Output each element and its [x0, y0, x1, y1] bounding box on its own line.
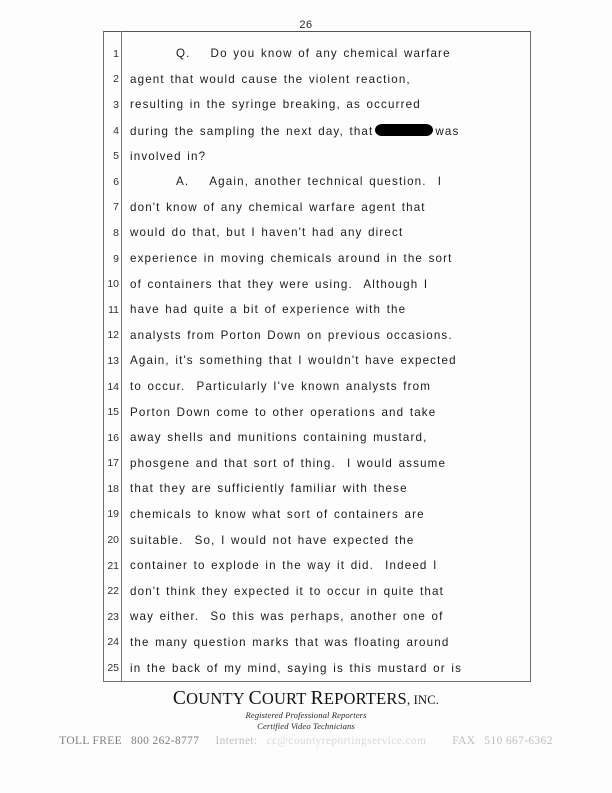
line-number: 7 [113, 201, 119, 214]
transcript-line [103, 553, 531, 579]
transcript-line-text [130, 252, 529, 265]
fax-number: 510 667-6362 [484, 735, 553, 747]
transcript-line-text [130, 508, 529, 521]
transcript-line-text [130, 201, 529, 214]
line-number: 9 [113, 252, 119, 265]
transcript-line-text [130, 226, 529, 239]
line-number: 18 [107, 482, 119, 495]
transcript-line-text [130, 636, 529, 649]
transcript-line [103, 246, 531, 272]
line-content-after-redaction: was [435, 124, 460, 138]
line-content: during the sampling the next day, that [130, 124, 374, 138]
transcript-line [103, 41, 531, 67]
line-content: resulting in the syringe breaking, as occurred [130, 98, 421, 112]
transcript-line [103, 527, 531, 553]
company-suffix-inc: , INC. [406, 693, 440, 707]
transcript-line [103, 271, 531, 297]
line-number: 20 [107, 534, 119, 547]
transcript-line [103, 425, 531, 451]
transcript-line [103, 297, 531, 323]
line-number: 17 [107, 457, 119, 470]
line-content: that they are sufficiently familiar with these [130, 482, 408, 496]
transcript-line [103, 451, 531, 477]
company-initial-c2: C [248, 688, 262, 709]
line-content: would do that, but I haven't had any direct [130, 226, 404, 240]
line-number: 21 [107, 559, 119, 572]
transcript-line [103, 578, 531, 604]
transcript-line-text [130, 406, 529, 419]
footer-contact-line [0, 735, 612, 747]
transcript-line [103, 604, 531, 630]
transcript-line-text [130, 585, 529, 598]
footer [0, 688, 612, 747]
line-number: 2 [113, 73, 119, 86]
transcript-line-text [130, 457, 529, 470]
line-content: involved in? [130, 149, 207, 163]
line-content: experience in moving chemicals around in the sort [130, 252, 453, 266]
footer-subtitle-registered: Registered Professional Reporters [245, 710, 367, 720]
transcript-line [103, 399, 531, 425]
fax-label: FAX [452, 735, 476, 747]
company-initial-c1: C [172, 688, 187, 709]
footer-subtitle-certified: Certified Video Technicians [257, 721, 355, 731]
transcript-line [103, 655, 531, 681]
line-number: 8 [113, 226, 119, 239]
line-number: 4 [113, 124, 119, 137]
transcript-line-text [130, 431, 529, 444]
line-number: 1 [113, 47, 119, 60]
company-word-court: OURT [261, 689, 307, 708]
page-number: 26 [299, 19, 313, 31]
company-initial-r: R [310, 688, 324, 709]
company-word-reporters: EPORTERS [323, 689, 407, 708]
transcript-line-text [130, 278, 529, 291]
redaction-bar [375, 124, 433, 136]
line-number: 11 [108, 303, 119, 316]
line-content: Again, another technical question. I [209, 175, 443, 189]
transcript-line-text [130, 559, 529, 572]
line-number: 12 [107, 329, 119, 342]
transcript-line-text [130, 329, 529, 342]
line-content: Do you know of any chemical warfare [210, 47, 451, 61]
line-content: Porton Down come to other operations and take [130, 405, 437, 419]
transcript-line-text [130, 662, 529, 675]
line-number: 25 [107, 662, 119, 675]
line-number: 15 [107, 406, 119, 419]
transcript-line [103, 476, 531, 502]
transcript-line-text [130, 303, 529, 316]
line-number: 14 [107, 380, 119, 393]
line-content: Again, it's something that I wouldn't have expected [130, 354, 457, 368]
line-content: away shells and munitions containing mustard, [130, 431, 428, 445]
transcript-line-text [130, 380, 529, 393]
transcript-line [103, 630, 531, 656]
transcript-line [103, 67, 531, 93]
line-content: don't think they expected it to occur in quite that [130, 584, 444, 598]
line-content: phosgene and that sort of thing. I would assume [130, 456, 447, 470]
transcript-line [103, 195, 531, 221]
line-content: in the back of my mind, saying is this mustard or is [130, 661, 463, 675]
transcript-line-text [130, 534, 529, 547]
line-content: agent that would cause the violent reaction, [130, 72, 411, 86]
line-content: of containers that they were using. Although I [130, 277, 429, 291]
line-number: 10 [107, 278, 119, 291]
transcript-line [103, 348, 531, 374]
transcript-line-text [130, 610, 529, 623]
transcript-line [103, 143, 531, 169]
line-number: 22 [107, 585, 119, 598]
line-content: container to explode in the way it did. Indeed I [130, 559, 438, 573]
line-content: don't know of any chemical warfare agent that [130, 200, 426, 214]
line-number: 5 [113, 150, 119, 163]
line-content: way either. So this was perhaps, another one of [130, 610, 444, 624]
transcript-line [103, 169, 531, 195]
transcript-line-text [130, 354, 529, 367]
line-number: 6 [113, 175, 119, 188]
transcript-line [103, 118, 531, 144]
line-content: suitable. So, I would not have expected the [130, 533, 415, 547]
line-number: 19 [107, 508, 119, 521]
line-content: have had quite a bit of experience with the [130, 303, 407, 317]
line-content: analysts from Porton Down on previous occasions. [130, 328, 453, 342]
transcript-line-text [130, 73, 529, 86]
transcript-line [103, 374, 531, 400]
transcript-line [103, 92, 531, 118]
transcript-line-text [130, 124, 529, 138]
line-number: 23 [107, 610, 119, 623]
toll-free-label: TOLL FREE [59, 735, 122, 747]
transcript-line [103, 220, 531, 246]
line-content: chemicals to know what sort of containers are [130, 507, 425, 521]
toll-free-number: 800 262-8777 [130, 735, 200, 747]
transcript-line-text [130, 175, 529, 188]
line-number: 16 [107, 431, 119, 444]
company-word-county: OUNTY [186, 689, 245, 708]
transcript-line [103, 502, 531, 528]
line-content: the many question marks that was floating around [130, 635, 450, 649]
line-content: to occur. Particularly I've known analysts from [130, 380, 431, 394]
internet-label: Internet: [215, 735, 258, 747]
transcript-body [103, 41, 531, 682]
transcript-line-text [130, 47, 529, 60]
transcript-line-text [130, 482, 529, 495]
line-number: 24 [107, 636, 119, 649]
speaker-label: Q. [176, 47, 191, 61]
reporting-company-name [0, 688, 612, 710]
line-number: 3 [113, 98, 119, 111]
transcript-line-text [130, 98, 529, 111]
transcript-line-text [130, 150, 529, 163]
internet-address: cc@countyreportingservice.com [266, 735, 427, 747]
line-number: 13 [107, 354, 119, 367]
transcript-line [103, 323, 531, 349]
speaker-label: A. [176, 175, 190, 189]
